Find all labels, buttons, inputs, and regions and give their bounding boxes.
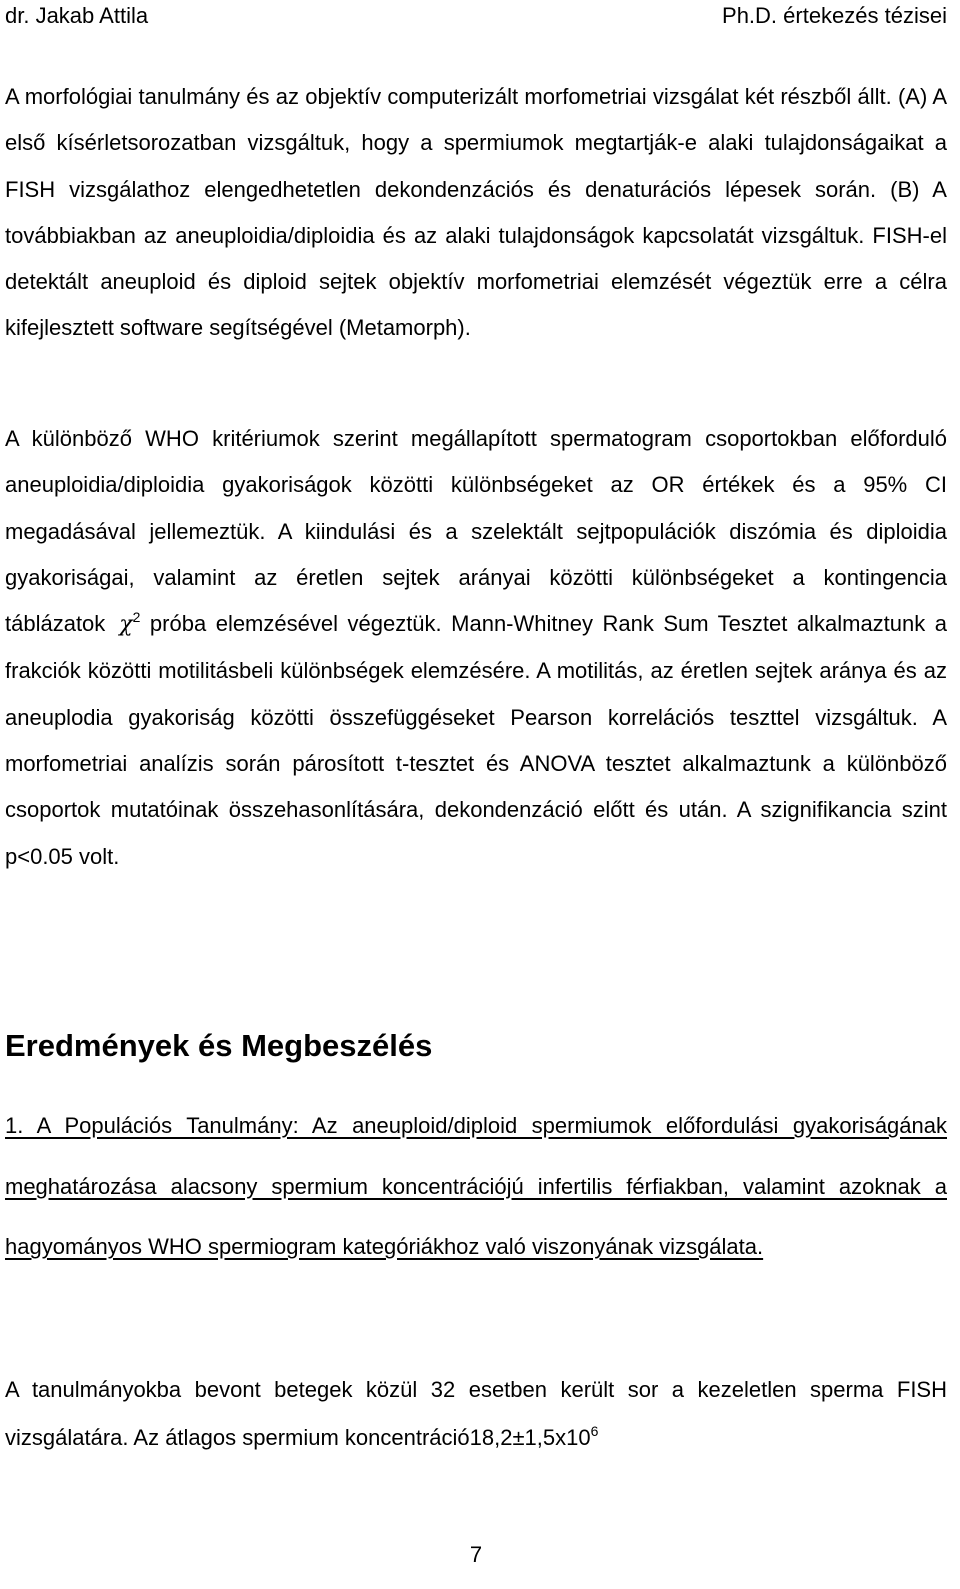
statistics-text-before: A különböző WHO kritériumok szerint megállapított spermatogram csoportokban előforduló aneuploidia/diploidia gyakoriságok közötti különbségeket az OR értékek és a 95% CI megadásával jellemeztük. A kiindulási és a szelektált sejtpopulációk diszómia és diploidia gyakoriságai, valamint az éretlen sejtek arányai közötti különbségeket a kontingencia táblázatok [5,426,947,637]
results-paragraph [5,1366,947,1462]
statistics-text-after: próba elemzésével végeztük. Mann-Whitney Rank Sum Tesztet alkalmaztunk a frakciók közötti motilitásbeli különbségek elemzésére. A motilitás, az éretlen sejtek aránya és az aneuplodia gyakoriság közötti összefüggéseket Pearson korrelációs teszttel vizsgáltuk. A morfometriai analízis során párosított t-tesztet és ANOVA tesztet alkalmaztunk a különböző csoportok mutatóinak összehasonlítására, dekondenzáció előtt és után. A szignifikancia szint p<0.05 volt. [5,611,947,869]
page-number: 7 [469,1542,483,1567]
methods-paragraph-morphology: A morfológiai tanulmány és az objektív computerizált morfometriai vizsgálat két részből állt. (A) A első kísérletsorozatban vizsgáltuk, hogy a spermiumok megtartják-e alaki tulajdonságaikat a FISH vizsgálathoz elengedhetetlen dekondenzációs és denaturációs lépesek során. (B) A továbbiakban az aneuploidia/diploidia és az alaki tulajdonságok kapcsolatát vizsgáltuk. FISH-el detektált aneuploid és diploid sejtek objektív morfometriai elemzését végeztük erre a célra kifejlesztett software segítségével (Metamorph). [5,84,947,341]
concentration-exponent: 6 [590,1423,599,1439]
header-author: dr. Jakab Attila [5,3,149,28]
chi-square-symbol: χ [119,612,133,638]
chi-square-exponent: 2 [132,609,141,626]
methods-paragraph-statistics [5,416,947,880]
subsection-title: 1. A Populációs Tanulmány: Az aneuploid/diploid spermiumok előfordulási gyakoriságának meghatározása alacsony spermium koncentrációjú infertilis férfiakban, valamint azoknak a hagyományos WHO spermiogram kategóriákhoz való viszonyának vizsgálata. [5,1113,947,1259]
section-heading: Eredmények és Megbeszélés [5,1028,433,1063]
results-text: A tanulmányokba bevont betegek közül 32 esetben került sor a kezeletlen sperma FISH vizsgálatára. Az átlagos spermium koncentráció18,2±1,5x10 [5,1377,947,1450]
header-title: Ph.D. értekezés tézisei [722,3,947,28]
page-header [5,2,947,30]
